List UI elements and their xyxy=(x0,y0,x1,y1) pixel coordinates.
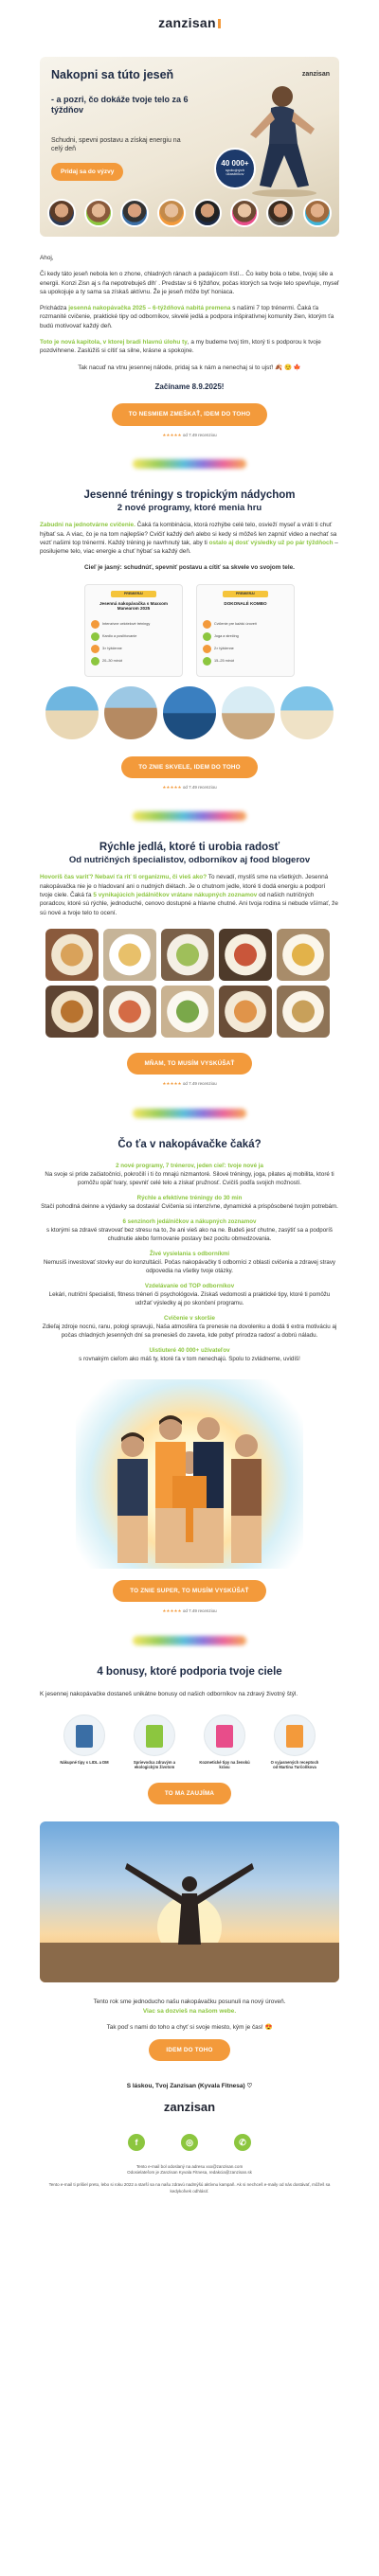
feature-dot-icon xyxy=(91,620,99,629)
greeting: Ahoj, xyxy=(40,255,54,261)
instagram-icon[interactable]: ◎ xyxy=(181,2134,198,2151)
reviews-note: ★★★★★ od 7.49 recenziou xyxy=(162,1608,217,1614)
cta-button-final[interactable]: IDEM DO TOHO xyxy=(149,2039,229,2061)
intro-section xyxy=(40,254,339,392)
food-photo xyxy=(219,986,272,1038)
feature-item: 2 nové programy, 7 trénerov, jeden cieľ: tvoje nové ja Na svoje si príde začiatočníci, pokročilí i ti čo mnajú nizmantoré. Silové tréningy, joga, pilates aj mobilita, ktoré ti pomôžu opäť tvary, spevniť celé telo a získať pružnosť. Cvičíš podľa svojich možností. xyxy=(45,1163,334,1187)
feature-dot-icon xyxy=(203,620,211,629)
food-photo xyxy=(277,986,330,1038)
outro-section xyxy=(40,1998,339,2032)
feature-dot-icon xyxy=(203,632,211,641)
trainer-avatar xyxy=(120,199,149,227)
cta-button-trainings[interactable]: TO ZNIE SKVELE, IDEM DO TOHO xyxy=(121,756,258,778)
food-photo xyxy=(103,986,156,1038)
logo-accent xyxy=(218,19,221,28)
intro-paragraph: Tak nacuď na vtnu jesennej nálode, pridaj sa k nám a nenechaj si to ujsť! 🍂 ☺️ 🍁 xyxy=(78,364,301,371)
trainings-paragraph: Zabudni na jednotvárne cvičenie. Čaká ťa kombinácia, ktorá rozhýbe celé telo, osvieží myseľ a vráti ti chuť hýbať sa. A viac, čo je na tom najlepšie? Cvičiť každý deň alebo si kedy si môžeš len zapnúť video a nechať sa vezť našimi top trénermi. Každý tréning je navrhnutý tak, aby ti ostalo aj dosť výsledky už po pár týždňoch – posilujeme telo, viac energie a chuť hýbať sa každý deň. xyxy=(40,522,338,556)
program-feature: 2× týždenne xyxy=(203,645,288,653)
program-title: DOKONALÉ KOMBO xyxy=(224,600,267,606)
reviews-note: ★★★★★ od 7.49 recenziou xyxy=(162,1081,217,1086)
food-photo xyxy=(219,929,272,981)
food-paragraph: Hovoríš čas variť? Nebaví ťa riť ti organizmu, či vieš ako? To nevadí, myslíš sme na všetkých. Jesenná nakopávačka nie je o hladovaní ani o nudných diétach. Je o chutnom jedle, ktoré ti dodá energiu a podporí tvoje ciele. Čaká ťa 5 vynikajúcich jedálničkov vrátane nákupných zoznamov od našich nutričných poradcov, ktoré sú rýchle, jednoduché, cenovo dostupné a hlavne chutné. Ani tvoja rodina si nebude všímať, že sú nové a tvoje telo to ocení. xyxy=(40,874,338,916)
hero-brand-mark: zanzisan xyxy=(301,71,330,78)
trainer-avatar xyxy=(157,199,186,227)
hero-title: Nakopni sa túto jeseň xyxy=(51,68,174,81)
cta-button-team[interactable]: TO ZNIE SUPER, TO MUSÍM VYSKÚŠAŤ xyxy=(113,1580,265,1602)
premiere-badge: PREMIERA! xyxy=(223,591,268,597)
bonus-text xyxy=(40,1690,339,1698)
feature-dot-icon xyxy=(91,657,99,666)
bonus-book-icon xyxy=(274,1714,316,1756)
legal-footer xyxy=(47,2164,332,2195)
intro-paragraph: Či kedy táto jeseň nebola len o zhone, chladných ránach a padajúcom lístí... Čo keby bola o tebe, tvojej sile a energii. Konzi Zisn aj s ňa nepotrebuješ dlh' . Predstav si 6 týždňov, počas ktorých sa tvoje telo spevňuje, myseľ sa upokojuje a ty sama sa získaš aktívnu. Že je jeseň môže byť honiaca. xyxy=(40,271,339,295)
program-feature: Joga a strečing xyxy=(203,632,288,641)
program-card[interactable] xyxy=(196,584,295,677)
feature-item: 6 senzinorh jedálničkov a nákupných zoznamov s ktorými sa zdravé stravovať bez stresu na to, že ani vieš ako na ne. Budeš jesť chutne, zasýtiť sa a podporíš chudnutie alebo formovanie postavy bez pocitu obmedzovania. xyxy=(45,1218,334,1243)
social-links xyxy=(0,2134,379,2151)
start-date: Začíname 8.9.2025! xyxy=(154,382,225,391)
hero-count-badge: 40 000+ spokojných účastníkov xyxy=(214,148,256,189)
sunset-illustration xyxy=(40,1821,339,1982)
cta-row xyxy=(0,403,379,425)
program-feature: Kardio a posilňovanie xyxy=(91,632,176,641)
rainbow-divider xyxy=(133,1109,246,1118)
trainers-illustration xyxy=(76,1379,303,1569)
trainer-avatar xyxy=(47,199,76,227)
star-icon: ★★★★★ xyxy=(162,784,182,790)
outro-paragraph: Tento rok sme jednoducho našu nakopávačku posunuli na nový úroveň. Viac sa dozvieš na našom webe. xyxy=(93,1999,286,2015)
program-feature: 3× týždenne xyxy=(91,645,176,653)
exercise-photo xyxy=(104,686,157,739)
sunset-woman-image xyxy=(40,1821,339,1982)
food-text xyxy=(40,873,339,916)
star-icon: ★★★★★ xyxy=(162,1081,182,1086)
reviews-note: ★★★★★ od 7.49 recenziou xyxy=(162,432,217,437)
trainer-avatar xyxy=(84,199,113,227)
brand-logo[interactable]: zanzisan xyxy=(0,0,379,36)
program-feature: Intenzívne celotelové tréningy xyxy=(91,620,176,629)
signature: S láskou, Tvoj Zanzisan (Kyvala Fitnesa) ♡ xyxy=(126,2083,253,2090)
cta-row xyxy=(0,2039,379,2061)
bonus-item[interactable]: Kozmetické tipy na ženskú krásu xyxy=(199,1714,250,1770)
cta-row xyxy=(0,756,379,778)
section-title-bonus: 4 bonusy, ktoré podporia tvoje ciele xyxy=(97,1665,282,1678)
cta-row xyxy=(0,1580,379,1602)
feature-dot-icon xyxy=(91,632,99,641)
trainer-faces-row xyxy=(47,199,332,231)
star-icon: ★★★★★ xyxy=(162,1608,182,1614)
feature-item: Živé vysielania s odborníkmi Nemusíš investovať stovky eur do konzultácií. Počas nakopávačky ti odborníci z oblasti cvičenia a zdravej stravy odpovedia na všetky tvoje otázky. xyxy=(43,1251,336,1275)
bonus-item[interactable]: O vyjasnených receptoch od Martina Turčoňkova xyxy=(269,1714,320,1770)
hero-text: Schudni, spevni postavu a získaj energiu na celý deň xyxy=(51,137,181,153)
bonus-item[interactable]: Nákupné tipy s LIDL a DM xyxy=(59,1714,110,1770)
trainings-goal: Cieľ je jasný: schudnúť, spevniť postavu a cítiť sa skvele vo svojom tele. xyxy=(84,564,295,572)
food-photo xyxy=(161,986,214,1038)
facebook-icon[interactable]: f xyxy=(128,2134,145,2151)
footer-logo[interactable]: zanzisan xyxy=(163,2099,216,2114)
bonus-book-icon xyxy=(134,1714,175,1756)
section-title-trainings: Jesenné tréningy s tropickým nádychom 2 nové programy, ktoré menia hru xyxy=(83,489,296,513)
website-link[interactable]: Viac sa dozvieš na našom webe. xyxy=(142,2007,237,2015)
bottom-spacer xyxy=(0,2195,379,2224)
exercise-photo xyxy=(280,686,334,739)
trainer-avatar xyxy=(266,199,295,227)
trainer-avatar xyxy=(303,199,332,227)
feature-item: Uistiuteré 40 000+ užívateľov s rovnakým cieľom ako máš ty, ktoré ťa v tom nenechajú. Spolu to zvládneme, uvidíš! xyxy=(79,1347,300,1363)
food-photo xyxy=(103,929,156,981)
rainbow-divider xyxy=(133,811,246,821)
rainbow-divider xyxy=(133,1636,246,1645)
bonus-paragraph: K jesennej nakopávačke dostaneš unikátne bonusy od našich odborníkov na zdravý životný štýl. xyxy=(40,1691,298,1698)
whatsapp-icon[interactable]: ✆ xyxy=(234,2134,251,2151)
outro-paragraph: Tak poď s nami do toho a chyť si svoje miesto, kým je čas! 😍 xyxy=(106,2023,273,2031)
cta-button-food[interactable]: MŇAM, TO MUSÍM VYSKÚŠAŤ xyxy=(127,1053,251,1075)
bonus-book-icon xyxy=(63,1714,105,1756)
section-title-what: Čo ťa v nakopávačke čaká? xyxy=(117,1138,262,1150)
legal-line: Tento e-mail bol odoslaný na adresu xxx@zanzisan.com xyxy=(135,2163,244,2169)
exercise-photo xyxy=(222,686,275,739)
feature-dot-icon xyxy=(203,657,211,666)
hero-banner[interactable] xyxy=(40,57,339,237)
reviews-note: ★★★★★ od 7.49 recenziou xyxy=(162,784,217,790)
star-icon: ★★★★★ xyxy=(162,432,182,437)
trainers-team-image xyxy=(76,1379,303,1569)
intro-paragraph: Prichádza jesenná nakopávačka 2025 – 6-týždňová nabitá premena s našimi 7 top trénermi. Čaká ťa rozmanité cvičenie, praktické tipy od odborníkov, skvelé jedlá a podpora inšpiratívnej komunity žien, ktorým ťa budú motivovať každý deň. xyxy=(40,305,334,329)
rainbow-divider xyxy=(133,459,246,469)
bonus-list xyxy=(0,1714,379,1770)
feature-dot-icon xyxy=(203,645,211,653)
bonus-book-icon xyxy=(204,1714,245,1756)
trainings-text xyxy=(40,521,339,572)
cta-button-bonus[interactable]: TO MA ZAUJÍMA xyxy=(148,1783,231,1804)
trainer-avatar xyxy=(193,199,222,227)
feature-dot-icon xyxy=(91,645,99,653)
exercise-photo xyxy=(163,686,216,739)
feature-item: Cvičenie v skoršie Zdieľaj zdroje nocnú, ranu, pologi spravujú, Naša atmosféra ťa prenesie na dovolenku a dodá ti extra motiváciu aj počas chladných jesenných dní sa prenesieš do zaveta, kde pobyť prirodza radosť a dobrú náladu. xyxy=(42,1315,337,1340)
program-feature: Cvičenie pre každú úroveň xyxy=(203,620,288,629)
cta-button-join[interactable]: TO NESMIEM ZMEŠKAŤ, IDEM DO TOHO xyxy=(112,403,268,425)
feature-item: Rýchle a efektívne tréningy do 30 min Stačí pohodlná deinne a výdavky sa dostavia! Cvičenia sú intenzívne, dynamické a prispôsobené tvojim potrebám. xyxy=(41,1195,338,1211)
food-photo xyxy=(277,929,330,981)
bonus-item[interactable]: Sprievodca zdravým a ekologickým životom xyxy=(129,1714,180,1770)
exercise-photo-row xyxy=(0,686,379,739)
trainer-avatar xyxy=(230,199,259,227)
program-feature: 15–25 minút xyxy=(203,657,288,666)
program-card[interactable] xyxy=(84,584,183,677)
program-cards xyxy=(0,584,379,677)
hero-cta-button[interactable]: Pridaj sa do výzvy xyxy=(51,163,123,181)
program-title: Jesenná nakopávačka s Maxxom Manearom 2025 xyxy=(99,600,168,612)
features-list xyxy=(40,1163,339,1364)
food-photo-grid xyxy=(45,929,332,1038)
program-feature: 20–30 minút xyxy=(91,657,176,666)
legal-line: Tento e-mail ti prišiel preto, lebo si roku 2022 a starší sa na našu zdravú nadmýšú aktívnu kampaň. Ak si nechceš e-maily od nás dostávať, môžeš sa kedykoľvek odhlásiť. xyxy=(48,2182,331,2194)
hero-subtitle: - a pozri, čo dokáže tvoje telo za 6 týždňov xyxy=(51,95,189,115)
cta-row xyxy=(0,1783,379,1804)
food-photo xyxy=(45,929,99,981)
exercise-photo xyxy=(45,686,99,739)
food-photo xyxy=(45,986,99,1038)
premiere-badge: PREMIERA! xyxy=(111,591,156,597)
food-photo xyxy=(161,929,214,981)
feature-item: Vzdelávanie od TOP odborníkov Lekári, nutriční špecialisti, fitness tréneri či psychológovia. Získaš vedomosti a praktické tipy, ktoré ti pomôžu udržať výsledky aj po skončení programu. xyxy=(48,1283,331,1307)
legal-line: Odosielateľom je Zanzisan Kyvala Fitnesa, redakcia@zanzisan.sk xyxy=(127,2170,252,2176)
cta-row xyxy=(0,1053,379,1075)
section-title-food: Rýchle jedlá, ktoré ti urobia radosť Od nutričných špecialistov, odborníkov aj food blogerov xyxy=(68,842,311,866)
intro-paragraph: Toto je nová kapitola, v ktorej bradi hlavnú úlohu ty, a my budeme tvoj tím, ktorý ti s podporou k tvoje pozdvihnene. Zaslúžiš si cítiť sa silne, krásne a spokojne. xyxy=(40,338,321,355)
